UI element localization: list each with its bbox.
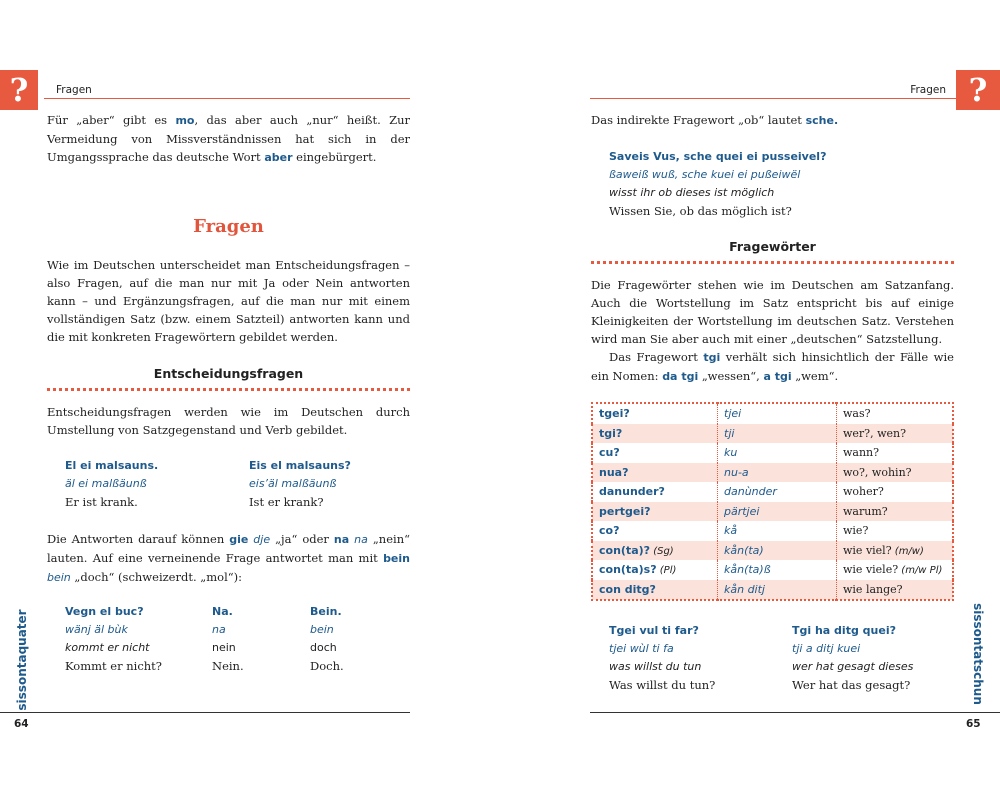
- question-word: tgei?: [592, 403, 718, 424]
- tgi-seg: verhält sich hinsichtlich der Fälle wie ein Nomen:: [591, 350, 954, 383]
- answers-seg: „nein“ lauten. Auf eine verneinende Frage antwortet man mit: [47, 532, 410, 565]
- table-row: [592, 502, 953, 522]
- pronunciation: tjei: [718, 403, 837, 424]
- pronunciation: ku: [718, 443, 837, 463]
- ob-intro-seg: sche.: [805, 114, 839, 127]
- subheading-fragewoerter: Fragewörter: [729, 239, 816, 254]
- dotted-divider: [591, 261, 954, 264]
- question-word: danunder?: [592, 482, 718, 502]
- example-ob: Saveis Vus, sche quei ei pusseivel? ßaweiß wuß, sche kuei ei pußeiwël wisst ihr ob dieses ist möglich Wissen Sie, ob das möglich ist?: [609, 150, 827, 218]
- answers-seg: Die Antworten darauf können: [47, 532, 230, 546]
- tgi-seg: „wessen“,: [698, 369, 764, 383]
- table-row: [592, 521, 953, 541]
- example-statement: El ei malsauns. äl ei malßäunß Er ist krank.: [65, 459, 159, 509]
- table-row: [592, 424, 953, 444]
- question-word: pertgei?: [592, 502, 718, 522]
- tgi-seg: da tgi: [662, 370, 699, 383]
- page-number-left: 64: [14, 718, 29, 730]
- table-row: [592, 482, 953, 502]
- tgi-seg: „wem“.: [791, 369, 839, 383]
- meaning: was?: [843, 407, 871, 421]
- example-answer-2: Na. na nein Nein.: [212, 605, 244, 673]
- pronunciation: pärtjei: [718, 502, 837, 522]
- example-answer-3: Bein. bein doch Doch.: [310, 605, 344, 673]
- question-word: co?: [592, 521, 718, 541]
- answers-seg: na: [333, 533, 350, 546]
- meaning: warum?: [837, 502, 954, 522]
- table-row: [592, 541, 953, 561]
- example-question-1: Tgei vul ti far? tjei wùl ti fa was willst du tun Was willst du tun?: [609, 624, 716, 692]
- table-row: [592, 463, 953, 483]
- meaning: wann?: [843, 446, 880, 460]
- table-row: [592, 403, 953, 424]
- grammar-note: (m/w): [891, 545, 924, 557]
- answers-seg: na: [354, 533, 368, 546]
- answers-seg: „ja“ oder: [270, 532, 334, 546]
- right-intro: [591, 111, 954, 130]
- pronunciation: kån(ta): [718, 541, 837, 561]
- tgi-seg: tgi: [703, 351, 721, 364]
- question-mark-icon: ?: [956, 70, 1000, 110]
- answers-text: [47, 530, 410, 587]
- running-header-right: Fragen: [910, 84, 946, 96]
- meaning: wo?, wohin?: [837, 463, 954, 483]
- table-row: [592, 560, 953, 580]
- question-word: con(ta)s? (Pl): [592, 560, 718, 580]
- grammar-note: (Pl): [656, 565, 677, 577]
- intro-seg: , das aber auch „nur“ heißt. Zur Vermeidung von Missverständnissen hat sich in der Umgangssprache das deutsche Wort: [47, 113, 410, 164]
- section-title: Fragen: [193, 216, 264, 237]
- side-label-right: sissontatschun: [971, 603, 985, 705]
- section-text: Wie im Deutschen unterscheidet man Entscheidungsfragen – also Fragen, auf die man nur mit Ja oder Nein antworten kann – und Ergänzungsfragen, auf die man nur mit einem vollständigen Satz (bzw. einem Satzteil) antworten kann und die mit konkreten Fragewörtern gebildet werden.: [47, 258, 410, 344]
- meaning: wer?, wen?: [837, 424, 954, 444]
- question-mark-icon: ?: [0, 70, 38, 110]
- answers-seg: bein: [47, 571, 71, 584]
- pronunciation: kå: [718, 521, 837, 541]
- dotted-divider: [47, 388, 410, 391]
- question-word: con ditg?: [592, 580, 718, 601]
- meaning: wie?: [843, 524, 869, 538]
- answers-seg: „doch“ (schweizerdt. „mol“):: [70, 570, 242, 584]
- meaning: wie viele? (m/w Pl): [843, 563, 943, 577]
- fragewoerter-text: Die Fragewörter stehen wie im Deutschen am Satzanfang. Auch die Wortstellung im Satz entspricht bis auf einige Kleinigkeiten der Wortstellung im deutschen Satz. Verstehen wird man Sie aber auch mit einer „deutschen“ Satzstellung. Das Fragewort tgi verhält sich hinsichtlich der Fälle wie ein Nomen: da tgi „wessen“, a tgi „wem“.: [591, 278, 954, 383]
- header-rule: [44, 98, 410, 99]
- intro-seg: mo: [175, 114, 195, 127]
- pronunciation: kån(ta)ß: [718, 560, 837, 580]
- meaning: wie viel? (m/w): [837, 541, 954, 561]
- meaning: woher?: [843, 485, 884, 499]
- side-label-left: sissontaquater: [15, 609, 29, 711]
- meaning: wie lange?: [837, 580, 954, 601]
- header-rule: [590, 98, 956, 99]
- intro-seg: aber: [264, 151, 293, 164]
- question-word: cu?: [592, 443, 718, 463]
- question-word-table: [591, 402, 954, 601]
- sub-text: Entscheidungsfragen werden wie im Deutschen durch Umstellung von Satzgegenstand und Verb gebildet.: [47, 405, 410, 437]
- pronunciation: tji: [718, 424, 837, 444]
- footer-rule-right: [590, 712, 1000, 713]
- intro-seg: Für „aber“ gibt es: [47, 113, 176, 127]
- answers-seg: dje: [253, 533, 271, 546]
- page-number-right: 65: [966, 718, 981, 730]
- answers-seg: bein: [383, 552, 410, 565]
- example-question: Eis el malsauns? eis’äl malßäunß Ist er krank?: [249, 459, 351, 509]
- tgi-seg: a tgi: [763, 370, 792, 383]
- grammar-note: (m/w Pl): [898, 565, 943, 577]
- example-answer-1: Vegn el buc? wänj äl bùk kommt er nicht Kommt er nicht?: [65, 605, 162, 673]
- intro-seg: eingebürgert.: [292, 150, 377, 164]
- ob-intro-seg: Das indirekte Fragewort „ob“ lautet: [591, 113, 806, 127]
- example-question-2: Tgi ha ditg quei? tji a ditj kuei wer hat gesagt dieses Wer hat das gesagt?: [792, 624, 914, 692]
- question-word: nua?: [592, 463, 718, 483]
- answers-seg: gie: [229, 533, 249, 546]
- subheading-entscheidungsfragen: Entscheidungsfragen: [153, 366, 304, 381]
- footer-rule-left: [0, 712, 410, 713]
- question-word: tgi?: [592, 424, 718, 444]
- left-intro: [47, 111, 410, 167]
- running-header-left: Fragen: [56, 84, 92, 96]
- table-row: [592, 580, 953, 601]
- question-word: con(ta)? (Sg): [592, 541, 718, 561]
- tgi-seg: Das Fragewort: [609, 350, 704, 364]
- table-row: [592, 443, 953, 463]
- pronunciation: kån ditj: [718, 580, 837, 601]
- grammar-note: (Sg): [650, 545, 674, 557]
- pronunciation: nu-a: [718, 463, 837, 483]
- pronunciation: danùnder: [718, 482, 837, 502]
